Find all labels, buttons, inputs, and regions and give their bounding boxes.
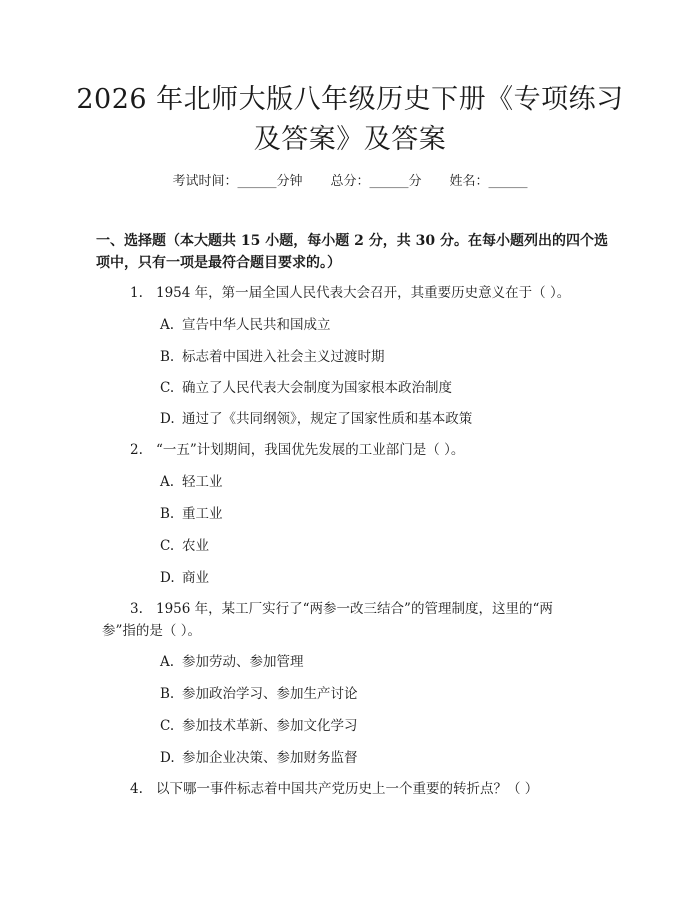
- question-4-stem: [130, 778, 590, 800]
- option-letter: B.: [160, 686, 175, 702]
- exam-title-line2: 及答案》及答案: [253, 124, 447, 155]
- question-3-option-b: [160, 683, 358, 705]
- question-2-option-c: [160, 535, 209, 557]
- exam-score: 总分：______分: [330, 174, 422, 189]
- question-3-option-c: [160, 715, 358, 737]
- question-text-line2: 参”指的是（ ）。: [102, 623, 201, 639]
- question-text-line1: 1956 年，某工厂实行了“两参一改三结合”的管理制度，这里的“两: [156, 601, 553, 617]
- question-number: 4.: [130, 781, 143, 797]
- question-text: 以下哪一事件标志着中国共产党历史上一个重要的转折点？（ ）: [156, 781, 539, 797]
- option-text: 重工业: [182, 506, 223, 522]
- option-letter: B.: [160, 349, 175, 365]
- option-text: 标志着中国进入社会主义过渡时期: [182, 349, 385, 365]
- option-letter: A.: [160, 654, 175, 670]
- question-3-option-a: [160, 651, 304, 673]
- question-2-option-a: [160, 471, 223, 493]
- option-letter: C.: [160, 380, 175, 396]
- option-letter: C.: [160, 718, 175, 734]
- question-3-stem-continued: [102, 620, 602, 642]
- option-text: 参加劳动、参加管理: [182, 654, 304, 670]
- option-text: 参加企业决策、参加财务监督: [182, 750, 358, 766]
- question-1-option-c: [160, 377, 452, 399]
- question-1-option-b: [160, 346, 385, 368]
- option-text: 农业: [182, 538, 209, 554]
- option-letter: A.: [160, 317, 175, 333]
- question-2-option-d: [160, 567, 209, 589]
- option-letter: D.: [160, 570, 175, 586]
- exam-title-line1: 2026 年北师大版八年级历史下册《专项练习: [76, 84, 624, 115]
- question-text: “一五”计划期间，我国优先发展的工业部门是（ ）。: [156, 442, 465, 458]
- question-2-stem: [130, 439, 590, 461]
- exam-meta: [0, 170, 700, 189]
- option-letter: B.: [160, 506, 175, 522]
- option-text: 宣告中华人民共和国成立: [182, 317, 331, 333]
- exam-time: 考试时间：______分钟: [172, 174, 303, 189]
- section-heading-line1: 一、选择题（本大题共 15 小题，每小题 2 分，共 30 分。在每小题列出的四个选: [96, 233, 608, 249]
- question-1-option-a: [160, 314, 331, 336]
- question-1-stem: [130, 282, 590, 304]
- question-number: 3.: [130, 601, 143, 617]
- option-text: 参加政治学习、参加生产讨论: [182, 686, 358, 702]
- option-text: 确立了人民代表大会制度为国家根本政治制度: [182, 380, 452, 396]
- question-text: 1954 年，第一届全国人民代表大会召开，其重要历史意义在于（ ）。: [156, 285, 571, 301]
- question-2-option-b: [160, 503, 223, 525]
- option-text: 通过了《共同纲领》，规定了国家性质和基本政策: [182, 411, 473, 427]
- question-number: 1.: [130, 285, 143, 301]
- question-3-stem: [130, 598, 600, 620]
- question-1-option-d: [160, 408, 472, 430]
- question-number: 2.: [130, 442, 143, 458]
- option-letter: D.: [160, 411, 175, 427]
- exam-title: [70, 80, 630, 160]
- question-3-option-d: [160, 747, 358, 769]
- option-letter: D.: [160, 750, 175, 766]
- section-heading-line2: 项中，只有一项是最符合题目要求的。）: [96, 255, 341, 271]
- option-letter: A.: [160, 474, 175, 490]
- section-heading: [96, 230, 616, 274]
- option-text: 轻工业: [182, 474, 223, 490]
- exam-name: 姓名：______: [449, 174, 528, 189]
- option-letter: C.: [160, 538, 175, 554]
- option-text: 商业: [182, 570, 209, 586]
- option-text: 参加技术革新、参加文化学习: [182, 718, 358, 734]
